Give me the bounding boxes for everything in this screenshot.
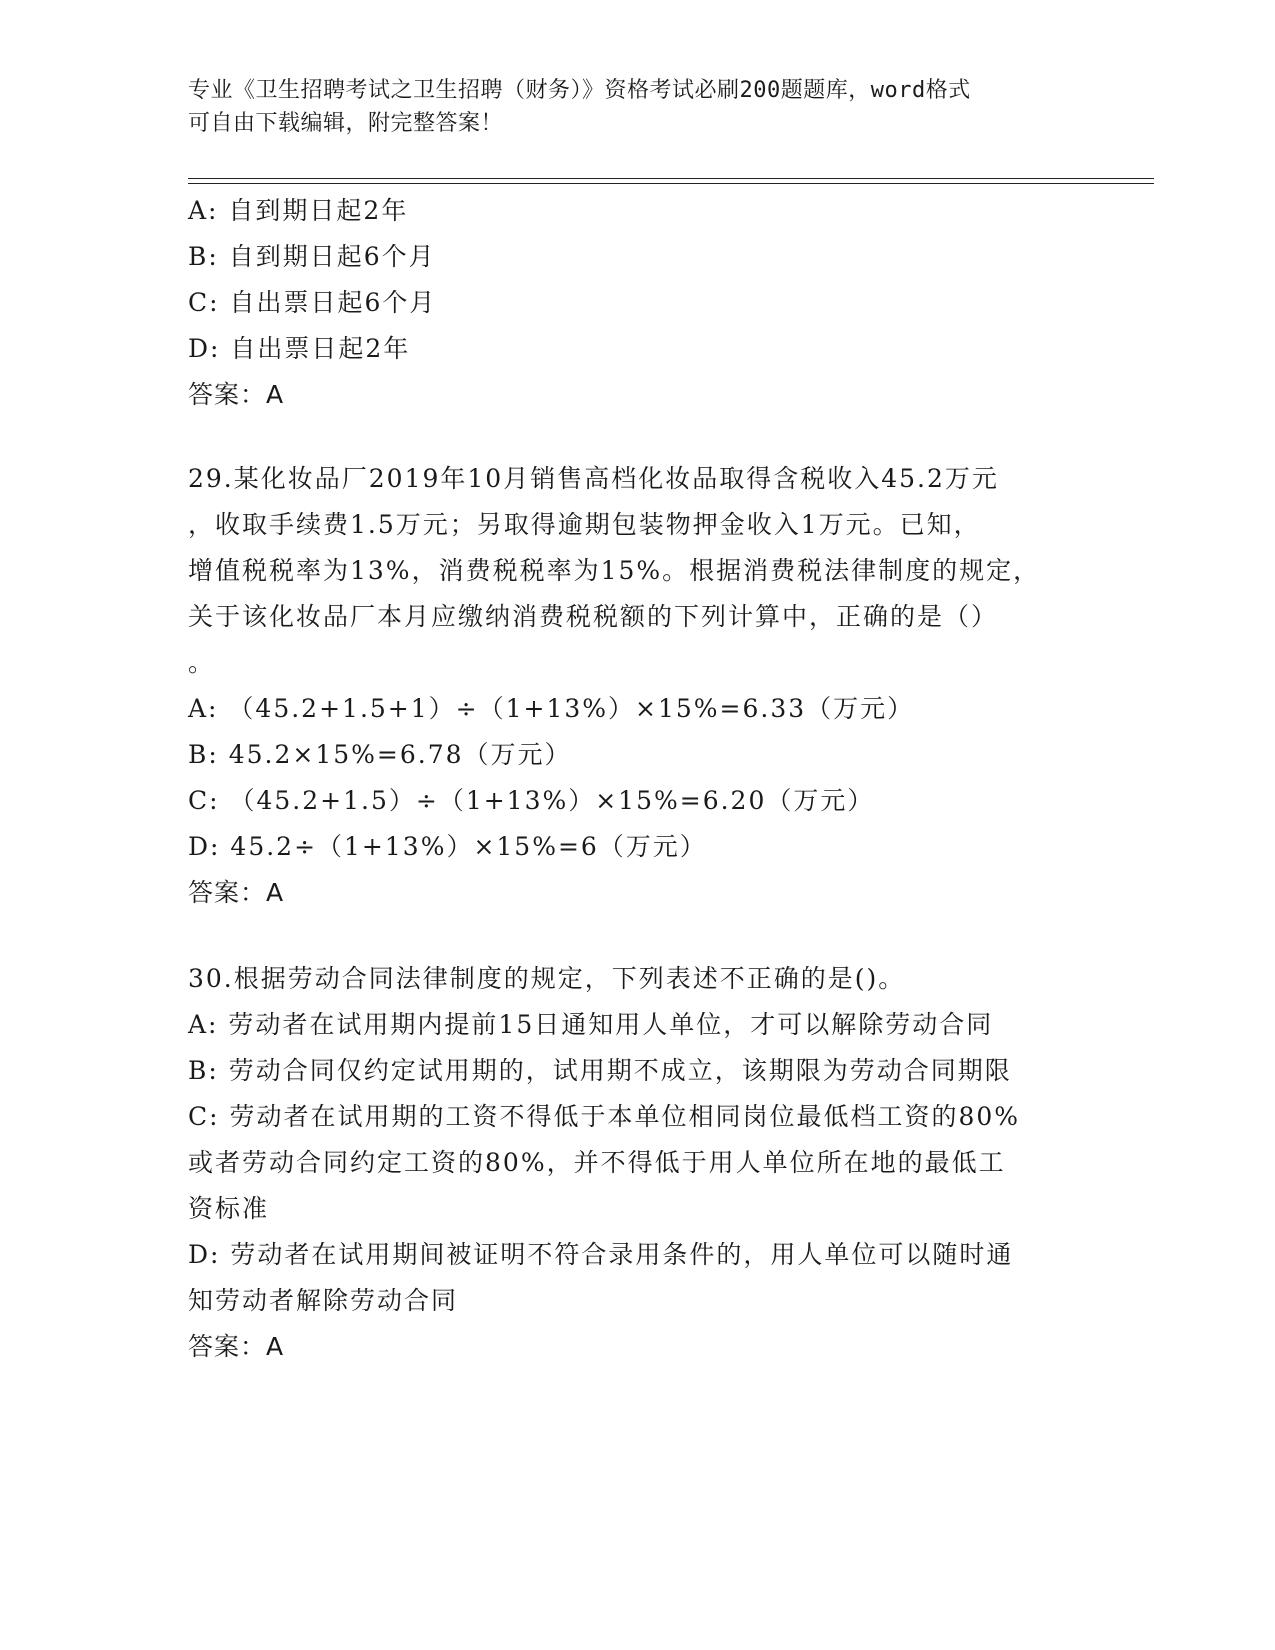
question-28-option-d: D: 自出票日起2年 xyxy=(188,334,411,363)
question-29-stem-line: 。 xyxy=(188,648,216,677)
question-30-option-c-continued: 或者劳动合同约定工资的80%，并不得低于用人单位所在地的最低工 xyxy=(188,1148,1006,1177)
question-29-answer: 答案：A xyxy=(188,878,285,907)
question-29-option-a: A: （45.2+1.5+1）÷（1+13%）×15%=6.33（万元） xyxy=(188,694,915,723)
question-30-block xyxy=(188,956,1088,1370)
question-28-option-a: A: 自到期日起2年 xyxy=(188,196,409,225)
question-28-option-c: C: 自出票日起6个月 xyxy=(188,288,437,317)
question-29-stem-line: 增值税税率为13%，消费税税率为15%。根据消费税法律制度的规定， xyxy=(188,556,1041,585)
question-28-option-b: B: 自到期日起6个月 xyxy=(188,242,436,271)
question-30-stem: 30.根据劳动合同法律制度的规定，下列表述不正确的是()。 xyxy=(188,964,906,993)
question-28-block xyxy=(188,188,1088,418)
question-28-answer: 答案：A xyxy=(188,380,285,409)
question-30-option-d-continued: 知劳动者解除劳动合同 xyxy=(188,1286,459,1315)
question-29-stem-line: ，收取手续费1.5万元；另取得逾期包装物押金收入1万元。已知， xyxy=(188,510,981,539)
question-30-answer: 答案：A xyxy=(188,1332,285,1361)
spacer xyxy=(188,916,1088,956)
question-29-stem-line: 29.某化妆品厂2019年10月销售高档化妆品取得含税收入45.2万元 xyxy=(188,464,999,493)
question-content xyxy=(188,188,1088,1370)
question-30-option-b: B: 劳动合同仅约定试用期的，试用期不成立，该期限为劳动合同期限 xyxy=(188,1056,1012,1085)
header-divider-bottom xyxy=(188,183,1154,184)
question-30-option-c-continued: 资标准 xyxy=(188,1194,270,1223)
question-29-option-b: B: 45.2×15%=6.78（万元） xyxy=(188,740,572,769)
header-divider-top xyxy=(188,178,1154,179)
question-29-option-d: D: 45.2÷（1+13%）×15%=6（万元） xyxy=(188,832,707,861)
question-29-stem-line: 关于该化妆品厂本月应缴纳消费税税额的下列计算中，正确的是（） xyxy=(188,602,999,631)
question-30-option-c: C: 劳动者在试用期的工资不得低于本单位相同岗位最低档工资的80% xyxy=(188,1102,1021,1131)
document-header xyxy=(188,74,1088,140)
question-30-option-d: D: 劳动者在试用期间被证明不符合录用条件的，用人单位可以随时通 xyxy=(188,1240,1014,1269)
spacer xyxy=(188,418,1088,456)
header-title-line-2: 可自由下载编辑，附完整答案！ xyxy=(188,111,504,136)
question-30-option-a: A: 劳动者在试用期内提前15日通知用人单位，才可以解除劳动合同 xyxy=(188,1010,994,1039)
header-title-line-1: 专业《卫生招聘考试之卫生招聘（财务）》资格考试必刷200题题库，word格式 xyxy=(188,78,971,103)
question-29-option-c: C: （45.2+1.5）÷（1+13%）×15%=6.20（万元） xyxy=(188,786,875,815)
question-29-block xyxy=(188,456,1088,916)
